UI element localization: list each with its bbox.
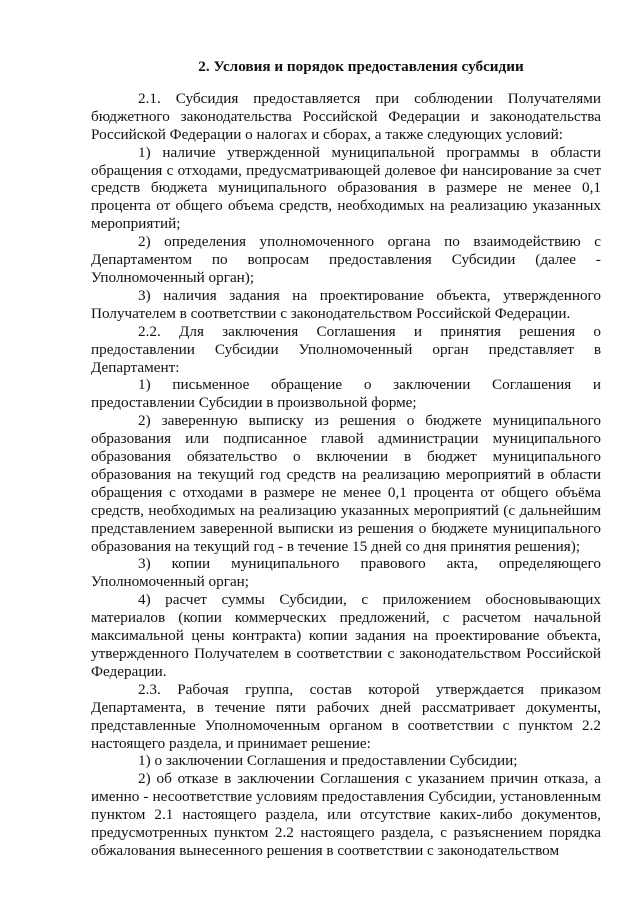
paragraph-2-3-item-1: 1) о заключении Соглашения и предоставлении Субсидии;: [138, 752, 518, 770]
paragraph-2-1-item-3: 3) наличия задания на проектирование объекта, утвержденного Получателем в соответствии с законодательством Российской Федерации.: [91, 286, 601, 322]
paragraph-2-2-item-1: 1) письменное обращение о заключении Соглашения и предоставлении Субсидии в произвольной форме;: [91, 376, 601, 412]
section-heading: 2. Условия и порядок предоставления субсидии: [198, 58, 524, 75]
paragraph-2-3: 2.3. Рабочая группа, состав которой утверждается приказом Департамента, в течение пяти рабочих дней рассматривает документы, представленные Уполномоченным органом в соответствии с пунктом 2.2 настоящего раздела, и принимает решение:: [91, 680, 601, 752]
paragraph-2-1: 2.1. Субсидия предоставляется при соблюдении Получателями бюджетного законодательства Российской Федерации и законодательства Российской Федерации о налогах и сборах, а также следующих условий:: [91, 89, 601, 143]
paragraph-2-2: 2.2. Для заключения Соглашения и принятия решения о предоставлении Субсидии Уполномоченный орган представляет в Департамент:: [91, 322, 601, 376]
document-body: [91, 58, 601, 860]
paragraph-2-2-item-3: 3) копии муниципального правового акта, определяющего Уполномоченный орган;: [91, 555, 601, 591]
paragraph-2-1-item-2: 2) определения уполномоченного органа по взаимодействию с Департаментом по вопросам предоставления Субсидии (далее - Уполномоченный орган);: [91, 233, 601, 286]
paragraph-2-2-item-4: 4) расчет суммы Субсидии, с приложением обосновывающих материалов (копии коммерческих предложений, с расчетом начальной максимальной цены контракта) копии задания на проектирование объекта, утвержденного Получателем в соответствии с законодательством Российской Федерации.: [91, 591, 601, 680]
paragraph-2-2-item-2: 2) заверенную выписку из решения о бюджете муниципального образования или подписанное главой администрации муниципального образования обязательство о включении в бюджет муниципального образования на текущий год средств на реализацию мероприятий в области обращения с отходами в размере не менее 0,1 процента от общего объёма средств, необходимых на реализацию указанных мероприятий (с дальнейшим представлением заверенной выписки из решения о бюджете муниципального образования на текущий год - в течение 15 дней со дня принятия решения);: [91, 412, 601, 555]
paragraph-2-3-item-2: 2) об отказе в заключении Соглашения с указанием причин отказа, а именно - несоответствие условиям предоставления Субсидии, установленным пунктом 2.1 настоящего раздела, или отсутствие каких-либо документов, предусмотренных пунктом 2.2 настоящего раздела, с разъяснением порядка обжалования вынесенного решения в соответствии с законодательством: [91, 770, 601, 859]
paragraph-2-1-item-1: 1) наличие утвержденной муниципальной программы в области обращения с отходами, предусматривающей долевое фи нансирование за счет средств бюджета муниципального образования в размере не менее 0,1 процента от общего объема средств, необходимых на реализацию указанных мероприятий;: [91, 143, 601, 233]
